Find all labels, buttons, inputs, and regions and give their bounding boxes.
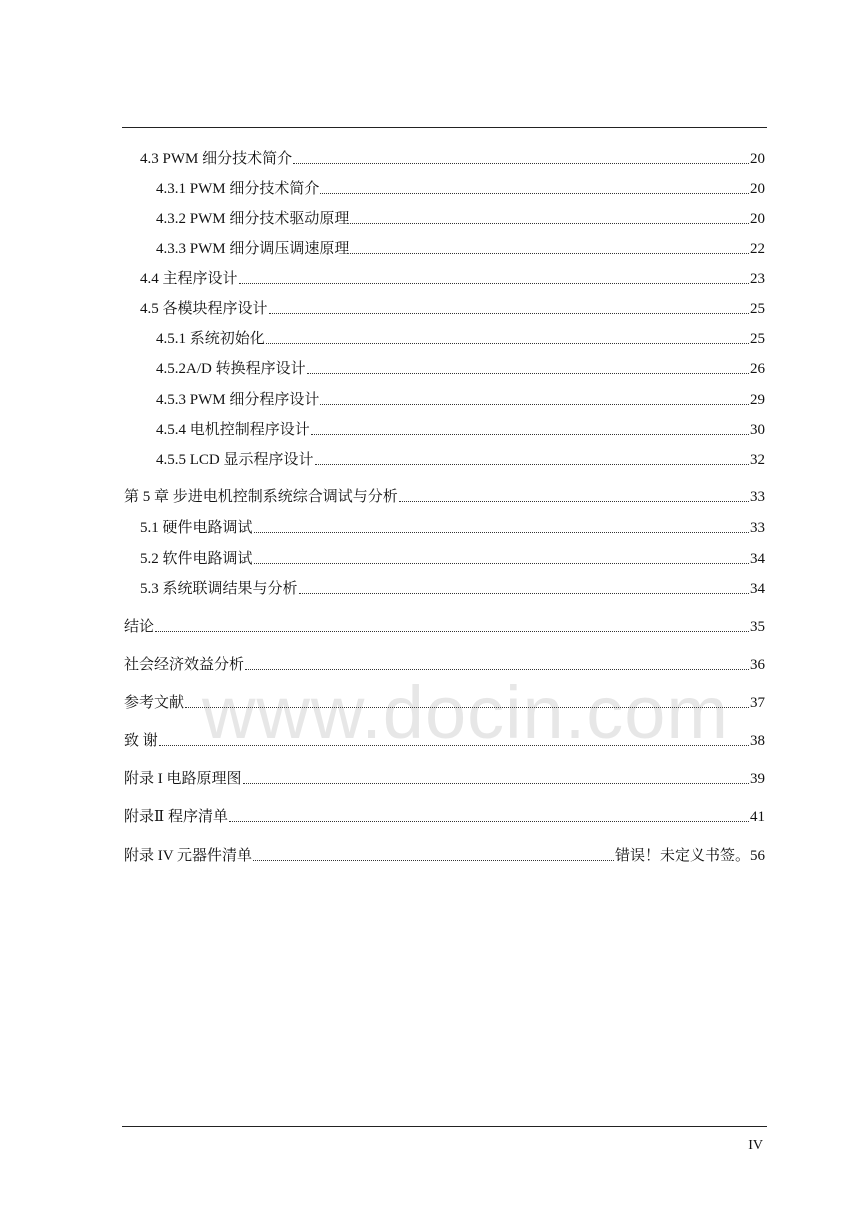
toc-entry-5-3[interactable] [140,577,765,601]
toc-entry-acknowledgements[interactable] [124,729,765,753]
toc-entry-4-5[interactable] [140,297,765,321]
toc-entry-label: 第 5 章 步进电机控制系统综合调试与分析 [124,489,398,505]
toc-entry-socioeconomic[interactable] [124,653,765,677]
toc-entry-page: 56 [750,848,765,864]
toc-entry-page: 20 [750,211,765,227]
toc-entry-page: 37 [750,695,765,711]
toc-entry-4-4[interactable] [140,267,765,291]
footer-rule [122,1126,767,1127]
toc-entry-page: 41 [750,809,765,825]
toc-entry-page: 22 [750,241,765,257]
dot-leader [299,592,749,594]
toc-entry-page: 25 [750,331,765,347]
toc-entry-appendix-2[interactable] [124,805,765,829]
toc-entry-label: 5.2 软件电路调试 [140,551,253,567]
dot-leader [266,342,749,344]
toc-entry-error-note: 错误！未定义书签。 [614,848,750,864]
dot-leader [293,162,749,164]
toc-entry-4-3-1[interactable] [156,177,765,201]
dot-leader [315,463,749,465]
toc-entry-appendix-1[interactable] [124,767,765,791]
toc-entry-label: 4.5.3 PWM 细分程序设计 [156,392,320,408]
dot-leader [399,500,749,502]
dot-leader [253,859,614,861]
toc-entry-label: 4.5.2A/D 转换程序设计 [156,361,306,377]
toc-entry-5-1[interactable] [140,516,765,540]
dot-leader [155,630,749,632]
dot-leader [311,433,749,435]
toc-entry-label: 附录 IV 元器件清单 [124,848,253,864]
toc-entry-label: 4.5.4 电机控制程序设计 [156,422,310,438]
toc-entry-page: 35 [750,619,765,635]
toc-entry-page: 38 [750,733,765,749]
dot-leader [159,744,749,746]
toc-entry-4-3-3[interactable] [156,237,765,261]
toc-entry-page: 34 [750,581,765,597]
toc-entry-4-3[interactable] [140,147,765,171]
toc-entry-label: 4.4 主程序设计 [140,271,238,287]
toc-entry-label: 结论 [124,619,155,635]
toc-entry-label: 4.5.1 系统初始化 [156,331,265,347]
toc-entry-page: 32 [750,452,765,468]
toc-entry-page: 34 [750,551,765,567]
toc-entry-label: 4.3.3 PWM 细分调压调速原理 [156,241,350,257]
toc-entry-label: 4.5 各模块程序设计 [140,301,268,317]
toc-entry-page: 30 [750,422,765,438]
toc-entry-4-5-1[interactable] [156,327,765,351]
dot-leader [320,403,749,405]
toc-entry-label: 附录 I 电路原理图 [124,771,242,787]
toc-entry-page: 36 [750,657,765,673]
toc-entry-page: 33 [750,489,765,505]
toc-entry-page: 23 [750,271,765,287]
watermark-text: www.docin.com [202,671,730,754]
dot-leader [243,782,750,784]
toc-entry-4-5-4[interactable] [156,418,765,442]
toc-entry-label: 4.3.1 PWM 细分技术简介 [156,181,320,197]
toc-entry-page: 20 [750,181,765,197]
toc-entry-label: 附录Ⅱ 程序清单 [124,809,228,825]
dot-leader [320,192,749,194]
toc-entry-chapter-5[interactable] [124,485,765,509]
toc-entry-references[interactable] [124,691,765,715]
toc-entry-label: 社会经济效益分析 [124,657,245,673]
toc-entry-label: 5.1 硬件电路调试 [140,520,253,536]
toc-entry-label: 4.3 PWM 细分技术简介 [140,151,293,167]
toc-entry-page: 33 [750,520,765,536]
dot-leader [307,372,749,374]
dot-leader [229,820,749,822]
toc-entry-4-5-3[interactable] [156,388,765,412]
toc-entry-page: 39 [750,771,765,787]
toc-entry-page: 29 [750,392,765,408]
toc-entry-4-3-2[interactable] [156,207,765,231]
dot-leader [254,562,749,564]
toc-entry-label: 4.5.5 LCD 显示程序设计 [156,452,314,468]
dot-leader [185,706,749,708]
toc-entry-page: 20 [750,151,765,167]
dot-leader [350,222,749,224]
toc-entry-label: 4.3.2 PWM 细分技术驱动原理 [156,211,350,227]
toc-entry-label: 5.3 系统联调结果与分析 [140,581,298,597]
toc-entry-page: 25 [750,301,765,317]
dot-leader [269,312,749,314]
dot-leader [254,531,749,533]
toc-entry-label: 致 谢 [124,733,158,749]
dot-leader [245,668,749,670]
toc-entry-conclusion[interactable] [124,615,765,639]
toc-entry-4-5-2[interactable] [156,357,765,381]
dot-leader [350,252,749,254]
dot-leader [239,282,749,284]
page-number: IV [748,1138,763,1153]
toc-entry-4-5-5[interactable] [156,448,765,472]
toc-entry-label: 参考文献 [124,695,185,711]
toc-entry-appendix-4[interactable] [124,844,765,868]
toc-entry-page: 26 [750,361,765,377]
toc-entry-5-2[interactable] [140,547,765,571]
